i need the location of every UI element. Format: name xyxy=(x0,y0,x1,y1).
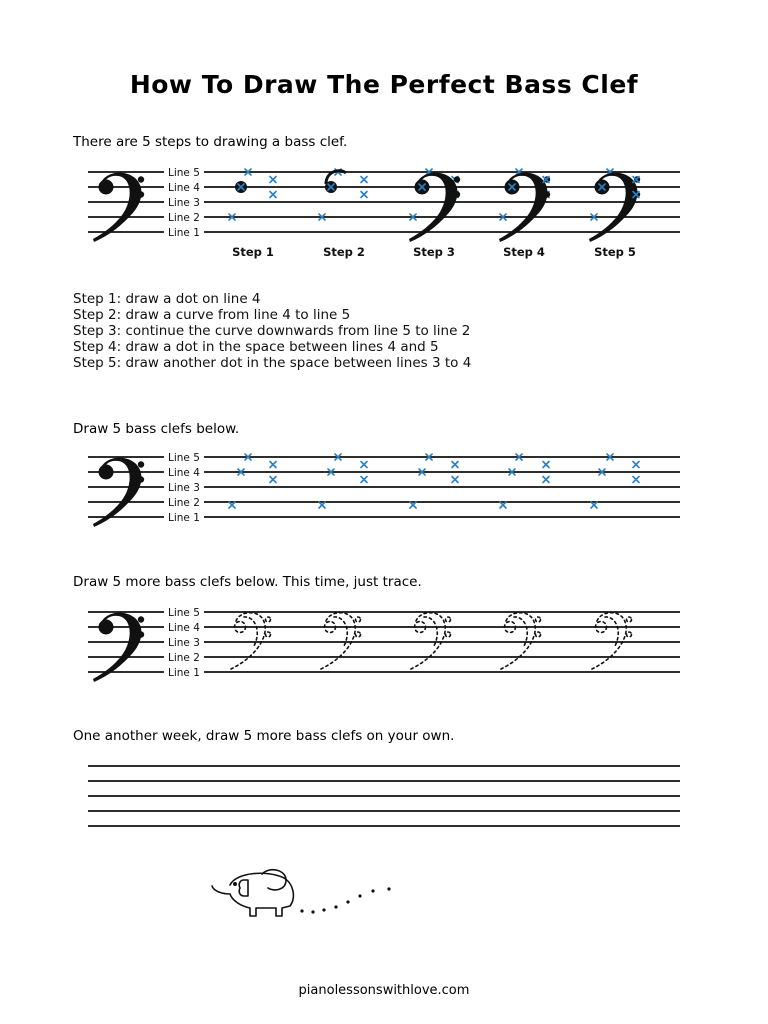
instructions-list xyxy=(73,291,471,371)
staff-trace xyxy=(88,605,680,682)
svg-text:Line 5: Line 5 xyxy=(168,452,200,464)
staff-practice xyxy=(88,450,680,527)
section-own-heading: One another week, draw 5 more bass clefs on your own. xyxy=(73,728,455,744)
svg-text:Line 3: Line 3 xyxy=(168,482,200,494)
svg-text:Line 1: Line 1 xyxy=(168,667,200,679)
line-labels xyxy=(164,605,204,679)
svg-text:Step 4: draw a dot in the spac: Step 4: draw a dot in the space between lines 4 and 5 xyxy=(73,339,439,355)
svg-text:Step 1: Step 1 xyxy=(232,245,274,259)
svg-text:Step 2: draw a curve from line: Step 2: draw a curve from line 4 to line 5 xyxy=(73,307,351,323)
section-draw-heading: Draw 5 bass clefs below. xyxy=(73,421,240,437)
svg-text:Step 3: Step 3 xyxy=(413,245,455,259)
svg-text:Line 2: Line 2 xyxy=(168,652,200,664)
dotted-trail xyxy=(300,887,390,913)
svg-text:Line 3: Line 3 xyxy=(168,197,200,209)
demo-step-3 xyxy=(409,169,460,242)
section-trace-heading: Draw 5 more bass clefs below. This time, just trace. xyxy=(73,574,422,590)
guide-marks xyxy=(229,454,639,508)
footer-url: pianolessonswithlove.com xyxy=(298,983,470,998)
svg-text:Line 4: Line 4 xyxy=(168,467,200,479)
line-labels xyxy=(164,450,204,524)
staff-demo xyxy=(88,165,680,259)
demo-step-2 xyxy=(319,169,367,220)
svg-text:Line 4: Line 4 xyxy=(168,182,200,194)
svg-text:Line 1: Line 1 xyxy=(168,512,200,524)
svg-text:Step 3: continue the curve dow: Step 3: continue the curve downwards from line 5 to line 2 xyxy=(73,323,471,339)
svg-text:Step 4: Step 4 xyxy=(503,245,545,259)
elephant-mascot-icon xyxy=(212,870,293,916)
staff-blank xyxy=(88,766,680,826)
dashed-clef-tracings xyxy=(231,613,632,669)
svg-text:Line 5: Line 5 xyxy=(168,607,200,619)
demo-step-5 xyxy=(589,169,640,242)
line-labels xyxy=(164,165,204,239)
demo-step-4 xyxy=(499,169,550,242)
demo-step-1 xyxy=(229,169,276,220)
svg-text:Step 5: Step 5 xyxy=(594,245,636,259)
svg-text:Step 5: draw another dot in th: Step 5: draw another dot in the space between lines 3 to 4 xyxy=(73,355,472,371)
page-title: How To Draw The Perfect Bass Clef xyxy=(129,70,639,99)
svg-text:Line 3: Line 3 xyxy=(168,637,200,649)
svg-text:Step 2: Step 2 xyxy=(323,245,365,259)
svg-text:Line 2: Line 2 xyxy=(168,497,200,509)
svg-text:Line 2: Line 2 xyxy=(168,212,200,224)
svg-text:Step 1: draw a dot on line 4: Step 1: draw a dot on line 4 xyxy=(73,291,261,307)
intro-text: There are 5 steps to drawing a bass clef. xyxy=(73,134,348,150)
svg-text:Line 4: Line 4 xyxy=(168,622,200,634)
svg-text:Line 1: Line 1 xyxy=(168,227,200,239)
demo-step-labels xyxy=(232,245,636,259)
svg-text:Line 5: Line 5 xyxy=(168,167,200,179)
